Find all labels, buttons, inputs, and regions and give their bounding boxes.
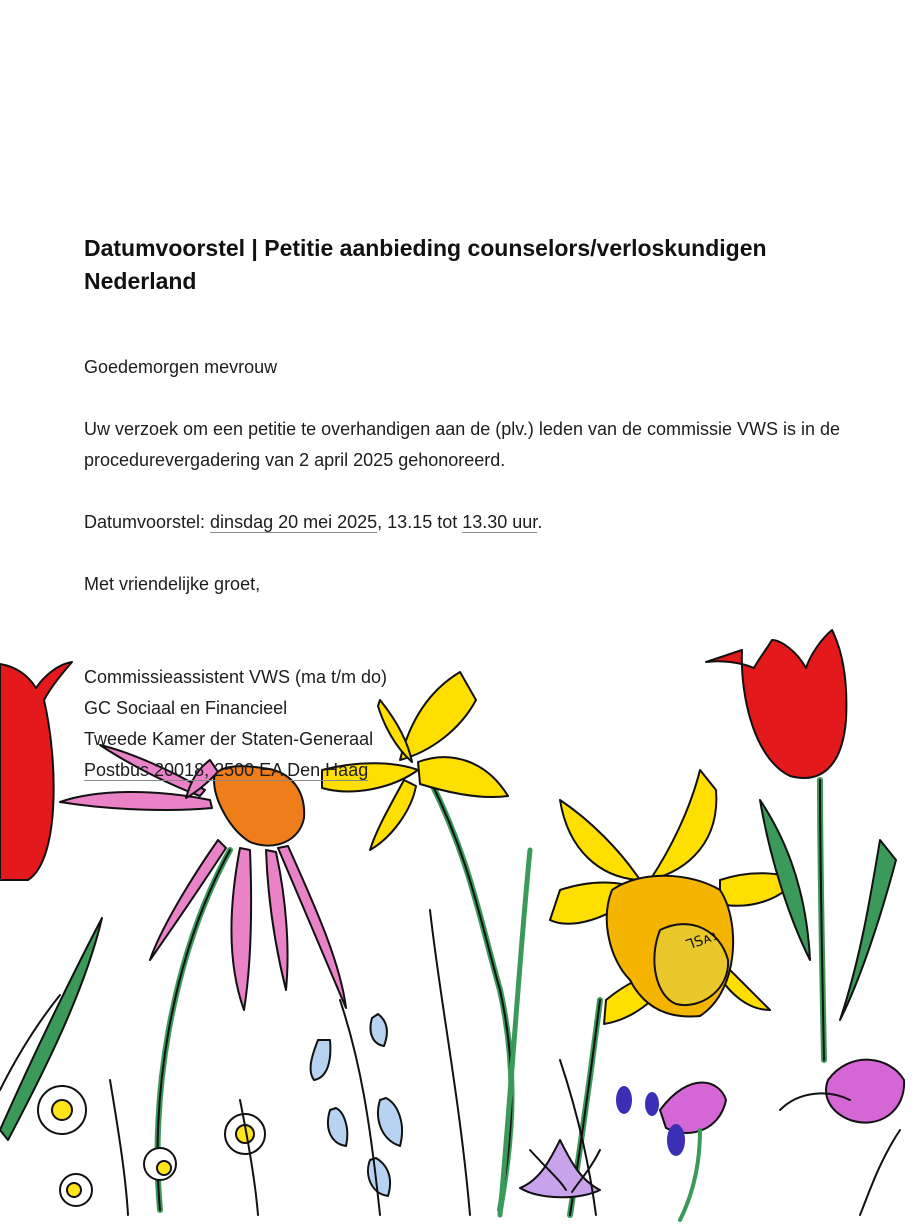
address-link-text[interactable]: Postbus 20018, 2500 EA Den Haag (84, 760, 369, 780)
daffodil-inscription: ᒣSᴀɿ (683, 927, 721, 954)
daisies (38, 1086, 265, 1206)
date-proposal (84, 507, 884, 538)
signature-role: Commissieassistent VWS (ma t/m do) (84, 667, 388, 687)
left-tulip (0, 662, 72, 880)
email-subject: Datumvoorstel | Petitie aanbieding counselors/verloskundigen Nederland (84, 235, 767, 294)
email-document (84, 232, 884, 786)
date-proposal-label: Datumvoorstel: (84, 512, 211, 532)
signature-block (84, 662, 884, 786)
date-proposal-mid: , 13.15 tot (377, 512, 463, 532)
signature-department: GC Sociaal en Financieel (84, 698, 288, 718)
greeting: Goedemorgen mevrouw (84, 357, 278, 377)
coneflower (60, 745, 346, 1210)
closing: Met vriendelijke groet, (84, 574, 261, 594)
end-time-link[interactable]: 13.30 uur (462, 512, 538, 532)
email-body (84, 352, 884, 786)
date-proposal-period: . (537, 512, 543, 532)
proposed-date-link[interactable]: dinsdag 20 mei 2025 (210, 512, 378, 532)
request-paragraph: Uw verzoek om een petitie te overhandigen aan de (plv.) leden van de commissie VWS is in de procedurevergadering van 2 april 2025 gehonoreerd. (84, 419, 841, 470)
bluebells (311, 1000, 403, 1215)
signature-organization: Tweede Kamer der Staten-Generaal (84, 729, 374, 749)
signature-address-link[interactable] (84, 755, 884, 786)
